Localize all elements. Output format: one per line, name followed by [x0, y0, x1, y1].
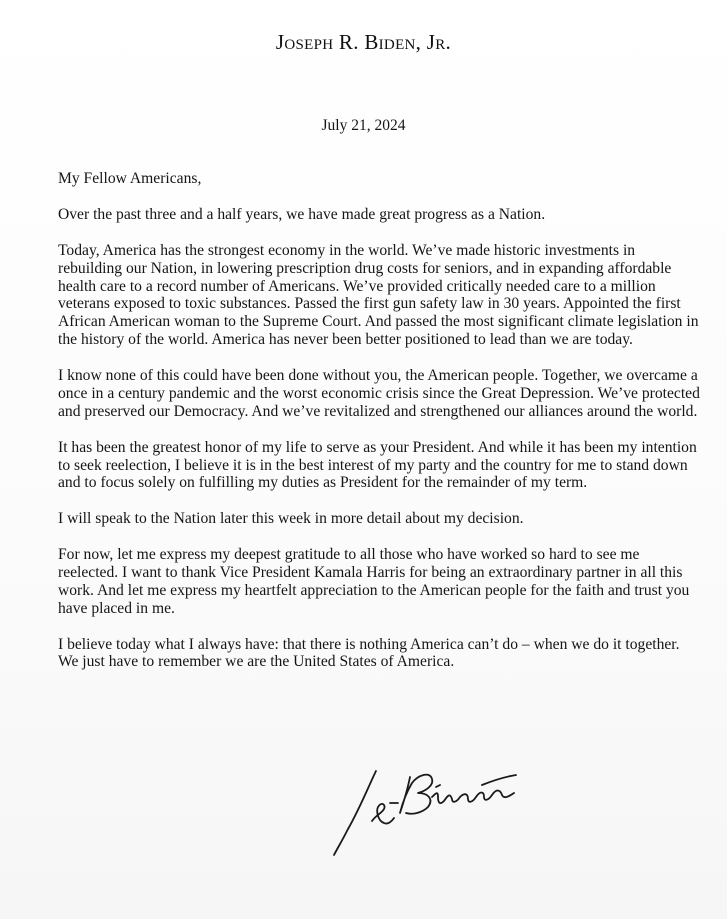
paragraph-stand-down: It has been the greatest honor of my life to serve as your President. And while it has been my intention to seek reelection, I believe it is in the best interest of my party and the country for me to stand down and to focus solely on fulfilling my duties as President for the remainder of my term.: [58, 438, 697, 492]
paragraph-speak-to-nation: I will speak to the Nation later this week in more detail about my decision.: [58, 510, 524, 528]
letter-body: [58, 170, 703, 689]
letter-date: July 21, 2024: [321, 117, 406, 134]
handwritten-signature: [332, 763, 547, 859]
paragraph-american-people: I know none of this could have been done without you, the American people. Together, we overcame a once in a century pandemic and the worst economic crisis since the Great Depression. We’ve protected and preserved our Democracy. And we’ve revitalized and strengthened our alliances around the world.: [58, 367, 700, 420]
paragraph-accomplishments: Today, America has the strongest economy in the world. We’ve made historic investments in rebuilding our Nation, in lowering prescription drug costs for seniors, and in expanding affordable health care to a record number of Americans. We’ve provided critically needed care to a million veterans exposed to toxic substances. Passed the first gun safety law in 30 years. Appointed the first African American woman to the Supreme Court. And passed the most significant climate legislation in the history of the world. America has never been better positioned to lead than we are today.: [58, 241, 699, 349]
paragraph-closing: I believe today what I always have: that there is nothing America can’t do – when we do it together. We just have to remember we are the United States of America.: [58, 635, 680, 671]
paragraph-progress: Over the past three and a half years, we have made great progress as a Nation.: [58, 205, 546, 223]
salutation: My Fellow Americans,: [58, 170, 202, 187]
letterhead-name: Joseph R. Biden, Jr.: [275, 30, 452, 54]
paragraph-gratitude: For now, let me express my deepest gratitude to all those who have worked so hard to see me reelected. I want to thank Vice President Kamala Harris for being an extraordinary partner in all this work. And let me express my heartfelt appreciation to the American people for the faith and trust you have placed in me.: [58, 546, 690, 617]
